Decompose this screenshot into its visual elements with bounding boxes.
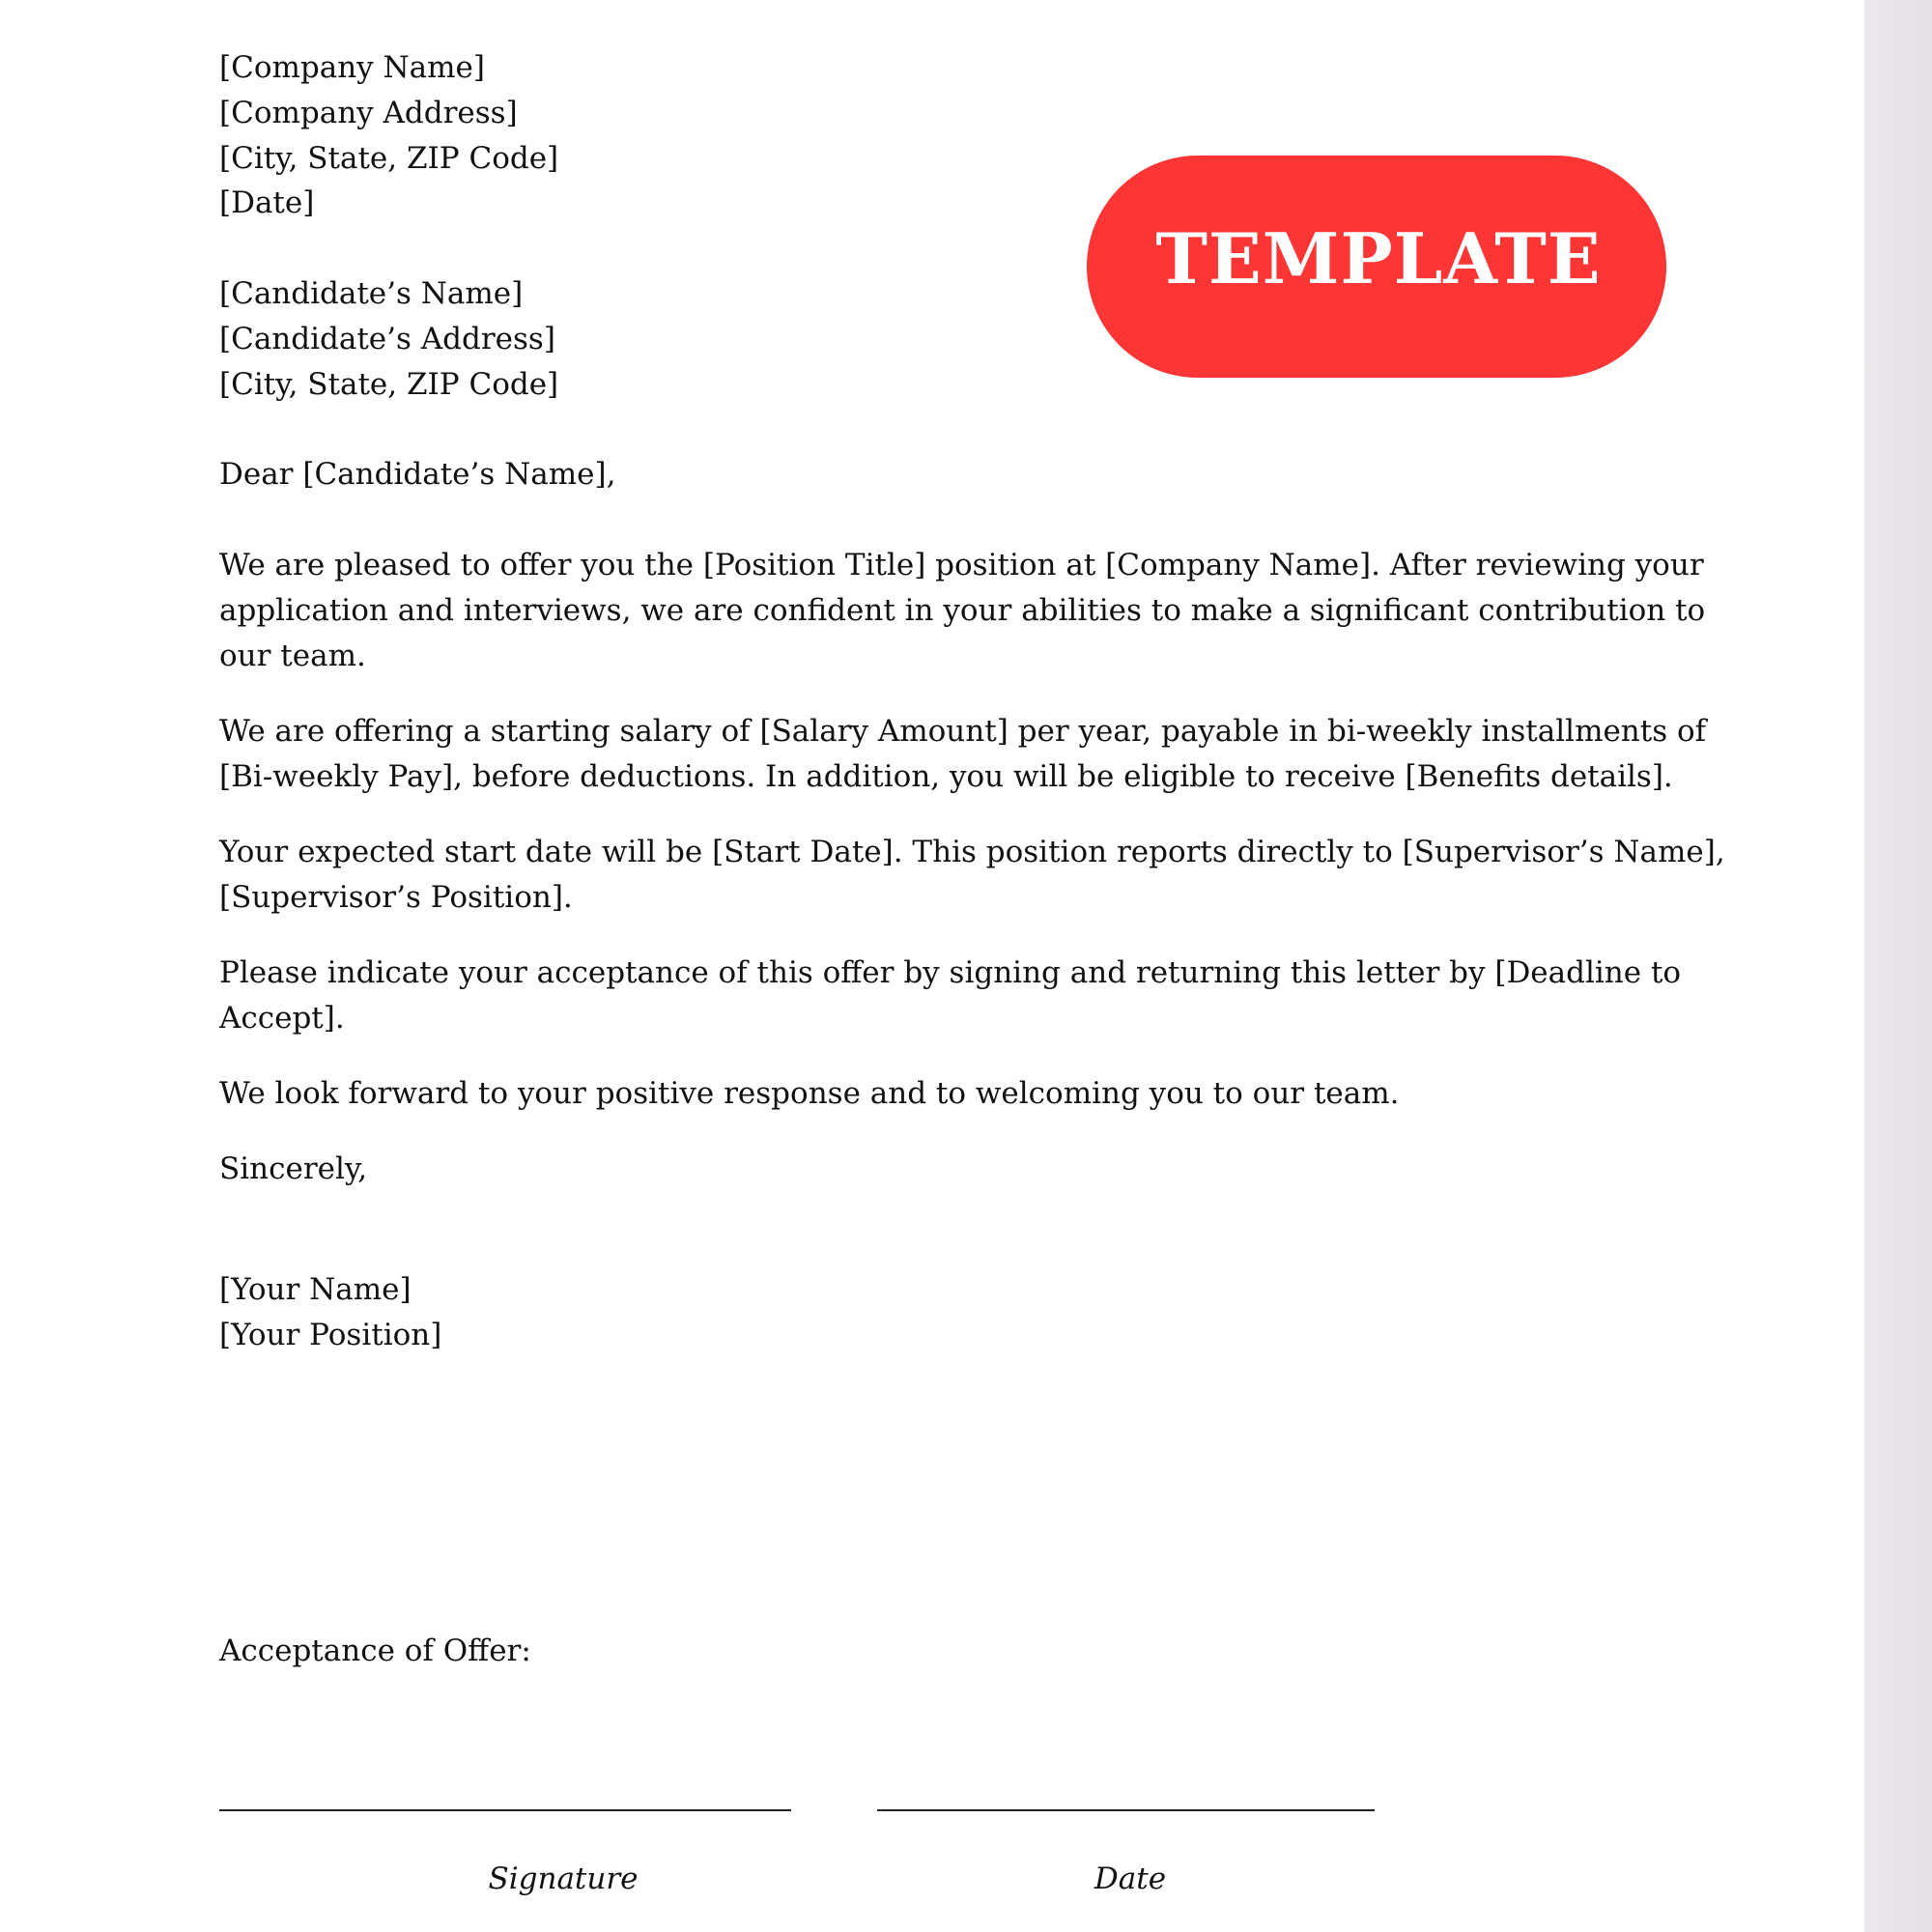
acceptance-heading: Acceptance of Offer: [219,1634,531,1668]
body-paragraph-closing-remark [219,1071,1649,1117]
signature-label: Signature [488,1861,639,1896]
body-paragraph-start-date [219,830,1725,921]
date-line [877,1809,1375,1811]
paragraph-line: [Bi-weekly Pay], before deductions. In addition, you will be eligible to receive [Benefits details]. [219,759,1673,794]
body-paragraph-offer [219,543,1706,679]
paragraph-line: We are offering a starting salary of [Salary Amount] per year, payable in bi-weekly installments of [219,714,1707,749]
paragraph-line: our team. [219,639,366,673]
recipient-name: [Candidate’s Name] [219,276,524,311]
body-paragraph-salary [219,709,1707,800]
template-badge [1087,156,1666,378]
paragraph-line: Please indicate your acceptance of this offer by signing and returning this letter by [Deadline to [219,955,1682,990]
sender-company-address: [Company Address] [219,96,518,130]
paragraph-line: We are pleased to offer you the [Position Title] position at [Company Name]. After reviewing your [219,548,1704,582]
signer-name: [Your Name] [219,1272,412,1307]
paragraph-line: [Supervisor’s Position]. [219,880,573,915]
template-badge-label: TEMPLATE [1155,216,1602,299]
paragraph-line: Your expected start date will be [Start Date]. This position reports directly to [Supervisor’s Name], [219,835,1725,869]
closing: Sincerely, [219,1151,368,1186]
sender-company-name: [Company Name] [219,50,485,85]
date-label: Date [1094,1861,1167,1896]
body-paragraph-acceptance-request [219,951,1682,1041]
paragraph-line: application and interviews, we are confident in your abilities to make a significant contribution to [219,593,1706,628]
paragraph-line: We look forward to your positive response and to welcoming you to our team. [219,1076,1400,1111]
letter-date: [Date] [219,185,315,220]
signature-line [219,1809,791,1811]
recipient-city-state-zip: [City, State, ZIP Code] [219,367,559,402]
sender-city-state-zip: [City, State, ZIP Code] [219,141,559,176]
signer-position: [Your Position] [219,1318,442,1352]
greeting: Dear [Candidate’s Name], [219,457,616,492]
recipient-address: [Candidate’s Address] [219,322,555,356]
page-edge-shadow [1864,0,1932,1932]
paragraph-line: Accept]. [219,1001,345,1036]
